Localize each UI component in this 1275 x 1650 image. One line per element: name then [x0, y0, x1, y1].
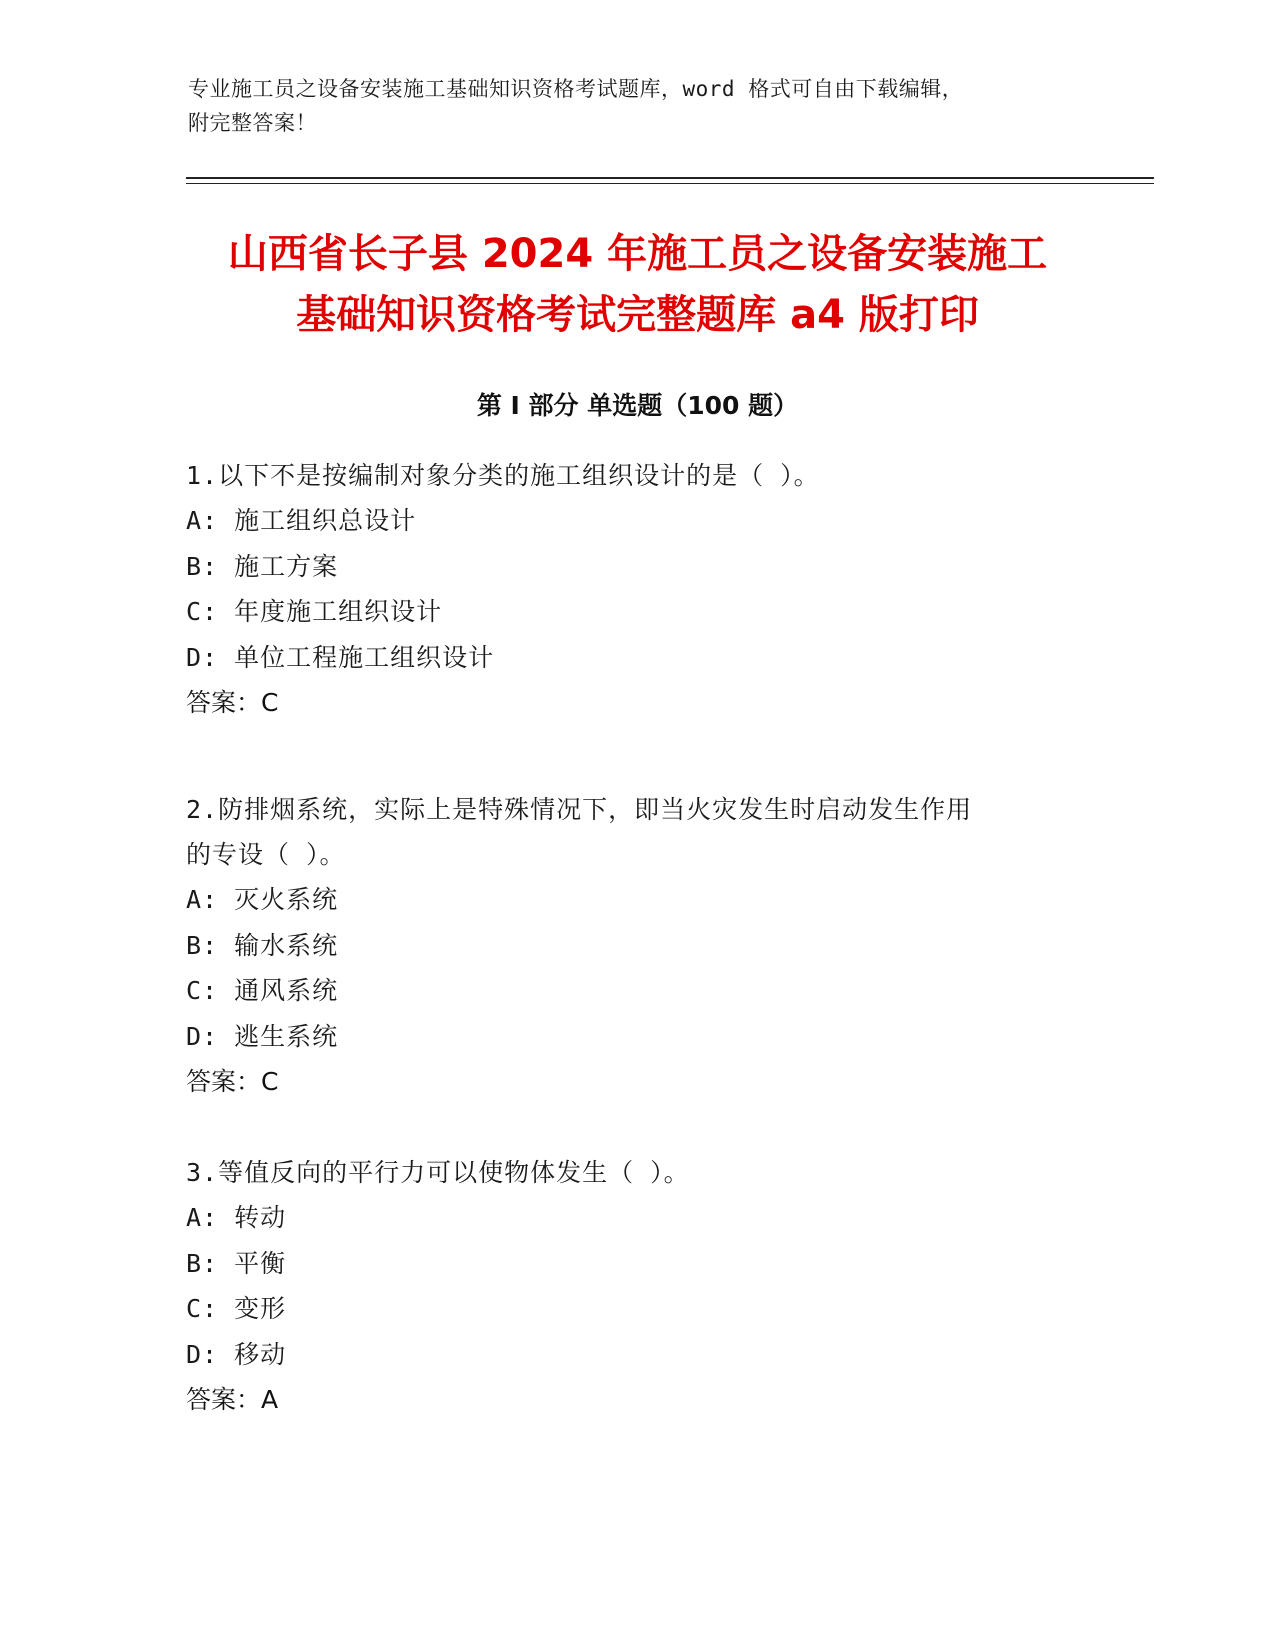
option-d: D: 逃生系统	[186, 1021, 339, 1051]
question-stem: 3.等值反向的平行力可以使物体发生（ ）。	[186, 1158, 690, 1187]
answer: 答案：C	[186, 1067, 279, 1096]
page-header	[188, 72, 1068, 140]
option-c: C: 年度施工组织设计	[186, 597, 443, 626]
section-title: 第 I 部分 单选题（100 题）	[476, 391, 799, 420]
question-stem-line-2: 的专设（ ）。	[186, 840, 346, 869]
header-rule-thin	[186, 183, 1154, 184]
option-b: B: 平衡	[186, 1248, 287, 1278]
question-2	[186, 787, 1086, 1105]
document-title	[170, 224, 1105, 346]
option-d: D: 单位工程施工组织设计	[186, 642, 495, 672]
answer: 答案：A	[186, 1385, 279, 1414]
header-rule-thick	[186, 177, 1154, 179]
option-a: A: 灭火系统	[186, 885, 339, 914]
header-line-1: 专业施工员之设备安装施工基础知识资格考试题库，word 格式可自由下载编辑，	[188, 77, 964, 101]
question-3	[186, 1150, 1086, 1423]
question-stem-line-1: 2.防排烟系统，实际上是特殊情况下，即当火灾发生时启动发生作用	[186, 795, 973, 824]
option-a: A: 施工组织总设计	[186, 506, 417, 535]
option-d: D: 移动	[186, 1339, 287, 1369]
question-stem: 1.以下不是按编制对象分类的施工组织设计的是（ ）。	[186, 461, 820, 490]
header-line-2: 附完整答案！	[188, 111, 317, 135]
option-b: B: 输水系统	[186, 930, 339, 960]
option-c: C: 变形	[186, 1294, 287, 1323]
option-c: C: 通风系统	[186, 976, 339, 1005]
option-a: A: 转动	[186, 1203, 287, 1232]
title-line-1: 山西省长子县 2024 年施工员之设备安装施工	[227, 231, 1048, 277]
answer: 答案：C	[186, 688, 279, 717]
option-b: B: 施工方案	[186, 551, 339, 581]
title-line-2: 基础知识资格考试完整题库 a4 版打印	[296, 292, 979, 338]
question-1	[186, 453, 1086, 726]
